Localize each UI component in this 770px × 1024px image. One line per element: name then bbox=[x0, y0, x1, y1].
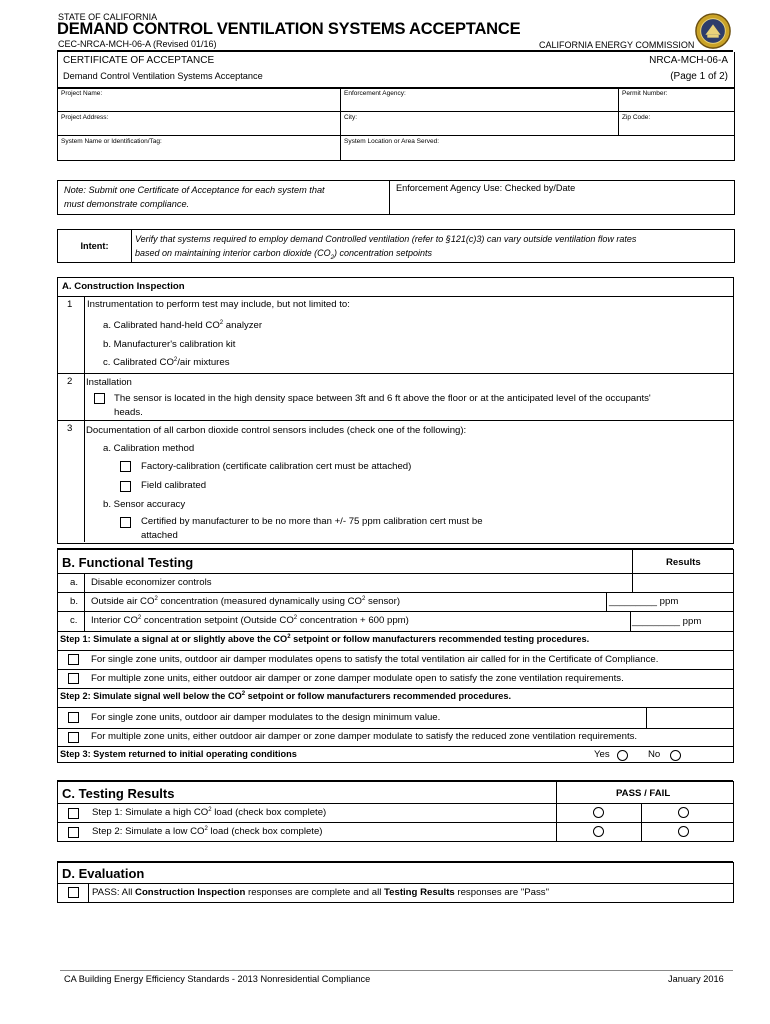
system-location-field[interactable]: System Location or Area Served: bbox=[341, 136, 735, 161]
permit-number-field[interactable]: Permit Number: bbox=[619, 88, 735, 112]
certificate-label: CERTIFICATE OF ACCEPTANCE bbox=[63, 55, 215, 66]
step-3-header: Step 3: System returned to initial operating conditions bbox=[60, 749, 297, 759]
certified-accuracy-text: Certified by manufacturer to be no more than +/- 75 ppm calibration cert must be bbox=[141, 516, 483, 527]
item-number-3: 3 bbox=[67, 423, 73, 434]
form-id: NRCA-MCH-06-A bbox=[649, 55, 728, 66]
step-2-multi-zone-checkbox[interactable] bbox=[68, 732, 79, 743]
instrument-b: b. Manufacturer's calibration kit bbox=[103, 339, 236, 350]
form-code: CEC-NRCA-MCH-06-A (Revised 01/16) bbox=[58, 39, 217, 49]
certified-accuracy-checkbox[interactable] bbox=[120, 517, 131, 528]
step-1-multi-zone-text: For multiple zone units, either outdoor air damper or zone damper modulate open to satisfy the zone ventilation requirements. bbox=[91, 673, 624, 684]
step-3-no-label: No bbox=[648, 749, 661, 760]
footer-standards: CA Building Energy Efficiency Standards - 2013 Nonresidential Compliance bbox=[64, 974, 371, 984]
calibration-method-label: a. Calibration method bbox=[103, 443, 195, 454]
interior-co2-setpoint-text: Interior $CO^2$ concentration setpoint (Outside $CO^2$ concentration + 600 ppm) bbox=[91, 614, 409, 626]
step-3-no-radio[interactable] bbox=[670, 750, 681, 761]
high-co2-fail-radio[interactable] bbox=[678, 807, 689, 818]
project-name-field[interactable]: Project Name: bbox=[58, 88, 341, 112]
project-address-field[interactable]: Project Address: bbox=[58, 112, 341, 136]
intent-table bbox=[57, 229, 735, 263]
item-b-label: b. bbox=[70, 596, 79, 607]
form-title: DEMAND CONTROL VENTILATION SYSTEMS ACCEPTANCE bbox=[57, 20, 521, 38]
low-co2-fail-radio[interactable] bbox=[678, 826, 689, 837]
certificate-subtitle: Demand Control Ventilation Systems Acceptance bbox=[63, 71, 263, 81]
sensor-location-text: The sensor is located in the high density space between 3ft and 6 ft above the floor or at the anticipated level of the occupants' bbox=[114, 393, 651, 404]
commission-label: CALIFORNIA ENERGY COMMISSION bbox=[539, 40, 695, 50]
item-number-2: 2 bbox=[67, 376, 73, 387]
intent-label: Intent: bbox=[58, 230, 132, 263]
results-header: Results bbox=[666, 557, 701, 568]
agency-use-field[interactable]: Enforcement Agency Use: Checked by/Date bbox=[390, 181, 735, 215]
page-number: (Page 1 of 2) bbox=[670, 71, 728, 82]
evaluation-pass-checkbox[interactable] bbox=[68, 887, 79, 898]
intent-text: Verify that systems required to employ demand Controlled ventilation (refer to §121(c)3) can vary outside ventilation flow rates based on maintaining interior carbon dioxide $(CO_2)$ concentration setpoints bbox=[132, 230, 735, 263]
factory-calibration-checkbox[interactable] bbox=[120, 461, 131, 472]
section-a-title: A. Construction Inspection bbox=[62, 281, 185, 292]
field-calibrated-text: Field calibrated bbox=[141, 480, 207, 491]
field-calibrated-checkbox[interactable] bbox=[120, 481, 131, 492]
energy-commission-seal-icon bbox=[694, 12, 732, 50]
item-a-label: a. bbox=[70, 577, 79, 588]
sensor-location-checkbox[interactable] bbox=[94, 393, 105, 404]
section-b-title: B. Functional Testing bbox=[62, 555, 194, 570]
interior-co2-setpoint-result[interactable]: _________ ppm bbox=[632, 616, 702, 627]
zip-code-field[interactable]: Zip Code: bbox=[619, 112, 735, 136]
system-name-field[interactable]: System Name or Identification/Tag: bbox=[58, 136, 341, 161]
high-co2-pass-radio[interactable] bbox=[593, 807, 604, 818]
state-label: STATE OF CALIFORNIA bbox=[58, 12, 158, 22]
instrument-a: a. Calibrated hand-held $CO^2$ analyzer bbox=[103, 319, 263, 331]
certified-accuracy-text-cont: attached bbox=[141, 530, 178, 541]
factory-calibration-text: Factory-calibration (certificate calibration cert must be attached) bbox=[141, 461, 412, 472]
step-3-yes-radio[interactable] bbox=[617, 750, 628, 761]
section-d-title: D. Evaluation bbox=[62, 866, 145, 881]
documentation-text: Documentation of all carbon dioxide control sensors includes (check one of the following): bbox=[86, 425, 467, 436]
high-co2-load-checkbox[interactable] bbox=[68, 808, 79, 819]
installation-label: Installation bbox=[86, 377, 132, 388]
low-co2-pass-radio[interactable] bbox=[593, 826, 604, 837]
sensor-accuracy-label: b. Sensor accuracy bbox=[103, 499, 186, 510]
step-1-single-zone-text: For single zone units, outdoor air damper modulates opens to satisfy the total ventilation air called for in the Certificate of Compliance. bbox=[91, 654, 659, 665]
step-2-header: Step 2: Simulate signal well below the $CO^2$ setpoint or follow manufacturers recommended procedures. bbox=[60, 690, 512, 701]
sensor-location-text-cont: heads. bbox=[114, 407, 143, 418]
footer-date: January 2016 bbox=[668, 974, 724, 984]
step-1-header: Step 1: Simulate a signal at or slightly above the $CO^2$ setpoint or follow manufacturers recommended testing procedures. bbox=[60, 633, 590, 644]
step-1-multi-zone-checkbox[interactable] bbox=[68, 673, 79, 684]
note-table bbox=[57, 180, 735, 215]
high-co2-load-text: Step 1: Simulate a high $CO^2$ load (check box complete) bbox=[92, 806, 327, 818]
item-c-label: c. bbox=[70, 615, 78, 626]
certificate-header bbox=[57, 52, 735, 89]
city-field[interactable]: City: bbox=[341, 112, 619, 136]
step-2-single-zone-checkbox[interactable] bbox=[68, 712, 79, 723]
step-1-single-zone-checkbox[interactable] bbox=[68, 654, 79, 665]
item-number-1: 1 bbox=[67, 299, 73, 310]
project-info-table bbox=[57, 87, 735, 161]
enforcement-agency-field[interactable]: Enforcement Agency: bbox=[341, 88, 619, 112]
step-3-yes-label: Yes bbox=[594, 749, 610, 760]
submission-note: Note: Submit one Certificate of Acceptance for each system that must demonstrate compliance. bbox=[58, 181, 390, 215]
outside-air-co2-result[interactable]: _________ ppm bbox=[609, 596, 679, 607]
low-co2-load-text: Step 2: Simulate a low $CO^2$ load (check box complete) bbox=[92, 825, 323, 837]
low-co2-load-checkbox[interactable] bbox=[68, 827, 79, 838]
instrumentation-text: Instrumentation to perform test may include, but not limited to: bbox=[87, 299, 350, 310]
section-c-title: C. Testing Results bbox=[62, 786, 175, 801]
disable-economizer-text: Disable economizer controls bbox=[91, 577, 212, 588]
step-2-multi-zone-text: For multiple zone units, either outdoor air damper or zone damper modulate to satisfy the reduced zone ventilation requirements. bbox=[91, 731, 638, 742]
instrument-c: c. Calibrated $CO^2$/air mixtures bbox=[103, 356, 230, 368]
pass-fail-header: PASS / FAIL bbox=[616, 788, 671, 799]
evaluation-pass-text: PASS: All Construction Inspection responses are complete and all Testing Results responses are "Pass" bbox=[92, 887, 549, 898]
step-2-single-zone-text: For single zone units, outdoor air damper modulates to the design minimum value. bbox=[91, 712, 441, 723]
outside-air-co2-text: Outside air $CO^2$ concentration (measured dynamically using $CO^2$ sensor) bbox=[91, 595, 401, 607]
